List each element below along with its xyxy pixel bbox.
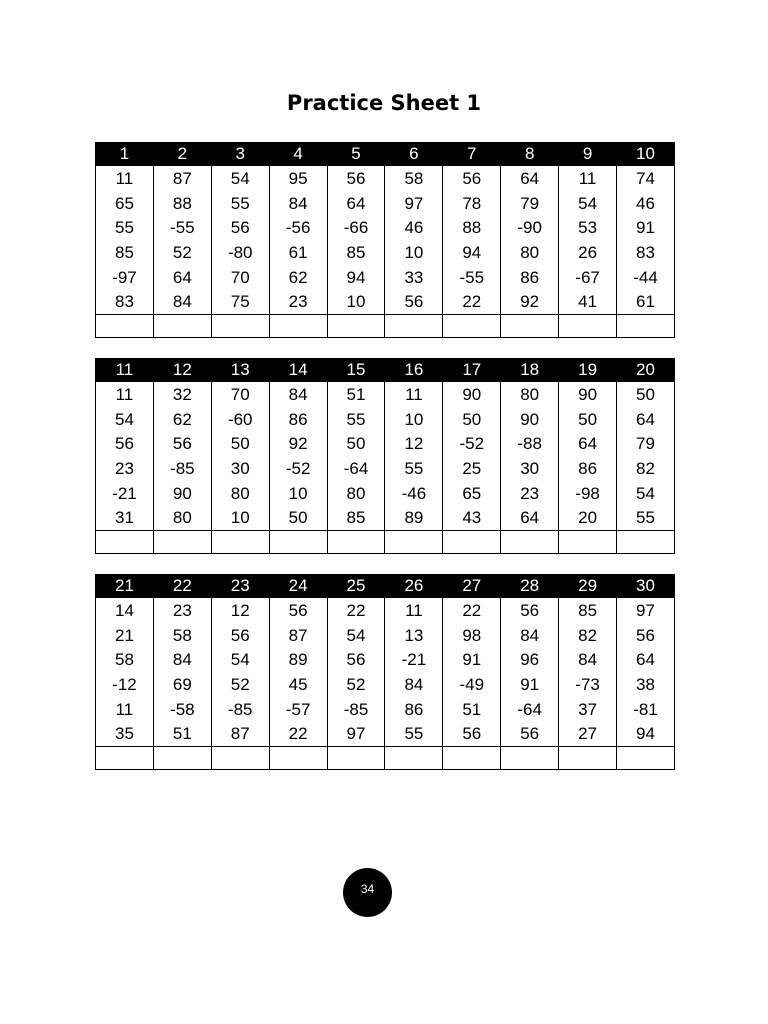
addend-column: [269, 166, 327, 315]
problem-number: 16: [385, 358, 443, 382]
answer-box[interactable]: [211, 747, 269, 770]
addend-value: 56: [636, 625, 655, 645]
answer-box[interactable]: [269, 747, 327, 770]
addend-value: 46: [636, 193, 655, 213]
addend-column: [96, 382, 154, 531]
addend-value: 54: [578, 193, 598, 213]
addend-value: -64: [517, 699, 542, 719]
addend-value: 64: [578, 434, 598, 454]
addend-value: 11: [405, 385, 423, 404]
addend-value: 56: [172, 434, 192, 454]
addend-value: 11: [115, 699, 134, 719]
answer-box[interactable]: [501, 747, 559, 770]
addend-value: 10: [404, 243, 424, 263]
problem-number-row: [96, 358, 675, 382]
addend-value: 84: [520, 625, 540, 645]
addend-value: 86: [288, 409, 308, 429]
addend-value: 10: [230, 508, 250, 528]
addend-value: 26: [578, 243, 598, 263]
addend-value: 25: [462, 459, 482, 479]
addend-value: 58: [404, 169, 424, 188]
addend-value: 12: [404, 434, 424, 454]
addend-value: 55: [404, 459, 424, 479]
problem-number: 25: [327, 574, 385, 598]
addend-column: [559, 382, 617, 531]
addend-value: 90: [462, 385, 482, 404]
addend-value: 56: [346, 169, 366, 188]
addend-value: 62: [288, 267, 308, 287]
addend-value: 50: [578, 409, 598, 429]
addend-value: -98: [575, 483, 600, 503]
problem-block-2: [95, 358, 675, 554]
addend-value: 56: [230, 218, 250, 238]
addend-value: 52: [230, 675, 250, 695]
addend-value: 55: [636, 508, 655, 528]
addend-value: -56: [285, 218, 311, 238]
addend-value: 50: [346, 434, 366, 454]
addend-value: 52: [172, 243, 192, 263]
addend-value: 31: [114, 508, 134, 528]
addend-value: 23: [114, 459, 134, 479]
addend-column: [327, 598, 385, 747]
answer-box[interactable]: [617, 747, 675, 770]
addend-value: 80: [346, 483, 366, 503]
addend-column: [153, 166, 211, 315]
addend-value: -21: [401, 650, 427, 670]
addend-value: 11: [578, 169, 597, 188]
addend-value: 86: [520, 267, 540, 287]
problem-block-1: [95, 142, 675, 338]
problem-number: 17: [443, 358, 501, 382]
addend-value: 30: [230, 459, 250, 479]
addend-value: 75: [230, 292, 250, 312]
problem-number: 29: [559, 574, 617, 598]
addend-column: [443, 382, 501, 531]
addend-value: 94: [636, 724, 655, 744]
addend-value: -52: [459, 434, 485, 454]
addend-column: [443, 166, 501, 315]
addend-value: 50: [230, 434, 250, 454]
addend-value: 62: [172, 409, 192, 429]
answer-box[interactable]: [211, 315, 269, 338]
problem-number: 15: [327, 358, 385, 382]
addend-value: 41: [578, 292, 598, 312]
addend-value: 88: [172, 193, 192, 213]
addend-value: 84: [404, 675, 424, 695]
answer-row: [96, 531, 675, 554]
answer-box[interactable]: [443, 747, 501, 770]
addend-column: [96, 166, 154, 315]
addend-value: 88: [462, 218, 482, 238]
addend-value: 80: [520, 385, 540, 404]
problem-table: [95, 358, 675, 554]
addend-value: 58: [114, 650, 134, 670]
addend-value: 20: [578, 508, 598, 528]
addend-value: 65: [114, 193, 134, 213]
addend-column: [211, 166, 269, 315]
addend-value: 51: [172, 724, 192, 744]
addend-value: 54: [230, 169, 250, 188]
addend-value: 22: [346, 601, 366, 620]
addend-column: [617, 166, 675, 315]
problem-number: 26: [385, 574, 443, 598]
addend-value: 38: [636, 675, 655, 695]
addend-value: -66: [343, 218, 369, 238]
addend-value: 78: [462, 193, 482, 213]
addend-value: 21: [114, 625, 134, 645]
addend-value: 56: [520, 724, 540, 744]
addend-value: -64: [343, 459, 369, 479]
addend-value: 92: [520, 292, 540, 312]
addend-value: 11: [115, 169, 134, 188]
addend-value: 51: [462, 699, 482, 719]
addend-column: [501, 598, 559, 747]
problem-number: 24: [269, 574, 327, 598]
addend-value: 84: [172, 650, 192, 670]
addend-value: 97: [404, 193, 424, 213]
addends-row: [96, 382, 675, 531]
addend-column: [327, 382, 385, 531]
addend-value: 83: [636, 243, 655, 263]
answer-box[interactable]: [211, 531, 269, 554]
problem-number: 23: [211, 574, 269, 598]
addend-value: 79: [520, 193, 540, 213]
problem-number: 19: [559, 358, 617, 382]
addend-value: 64: [346, 193, 366, 213]
problem-number-row: [96, 574, 675, 598]
addend-value: 84: [578, 650, 598, 670]
page-title: Practice Sheet 1: [286, 91, 482, 115]
problem-number-row: [96, 142, 675, 166]
answer-box[interactable]: [269, 315, 327, 338]
addends-row: [96, 598, 675, 747]
answer-row: [96, 747, 675, 770]
addend-value: 54: [346, 625, 366, 645]
addend-value: 55: [404, 724, 424, 744]
addend-value: -88: [517, 434, 542, 454]
addend-value: -46: [401, 483, 427, 503]
addend-value: 85: [114, 243, 134, 263]
addend-value: 54: [114, 409, 134, 429]
addend-value: -97: [112, 267, 137, 287]
addend-value: 87: [288, 625, 308, 645]
addend-value: 13: [404, 625, 424, 645]
addend-value: 89: [288, 650, 308, 670]
addend-column: [385, 166, 443, 315]
answer-box[interactable]: [443, 531, 501, 554]
answer-box[interactable]: [327, 531, 385, 554]
page-number: 34: [360, 882, 375, 896]
addend-value: 90: [520, 409, 540, 429]
addend-value: 64: [636, 650, 655, 670]
problem-number: 3: [211, 142, 269, 166]
addend-value: 11: [405, 601, 423, 620]
addend-value: 23: [520, 483, 540, 503]
addend-value: 96: [520, 650, 540, 670]
problem-number: 20: [617, 358, 675, 382]
addend-value: 10: [288, 483, 308, 503]
addend-value: 37: [578, 699, 598, 719]
addend-column: [617, 382, 675, 531]
addend-column: [211, 382, 269, 531]
addend-value: 56: [346, 650, 366, 670]
problem-number: 28: [501, 574, 559, 598]
addend-value: 55: [230, 193, 250, 213]
addend-value: 55: [346, 409, 366, 429]
addend-value: 30: [520, 459, 540, 479]
problem-number: 10: [617, 142, 675, 166]
addend-value: 98: [462, 625, 482, 645]
problem-number: 30: [617, 574, 675, 598]
addend-value: 97: [636, 601, 655, 620]
addend-value: 74: [636, 169, 655, 188]
addend-value: 61: [636, 292, 655, 312]
addend-value: -60: [227, 409, 253, 429]
addend-value: 54: [230, 650, 250, 670]
addend-value: 61: [288, 243, 308, 263]
answer-box[interactable]: [617, 531, 675, 554]
problem-number: 4: [269, 142, 327, 166]
addend-value: -80: [227, 243, 253, 263]
addend-value: -12: [112, 675, 137, 695]
answer-box[interactable]: [501, 315, 559, 338]
addend-value: 46: [404, 218, 424, 238]
addend-value: 92: [288, 434, 308, 454]
addend-value: 58: [172, 625, 192, 645]
addend-value: -49: [459, 675, 485, 695]
answer-box[interactable]: [501, 531, 559, 554]
addend-value: 56: [462, 169, 482, 188]
addend-value: -55: [459, 267, 485, 287]
addend-column: [385, 598, 443, 747]
addend-value: 90: [172, 483, 192, 503]
addend-value: 22: [462, 292, 482, 312]
addend-value: 86: [578, 459, 598, 479]
addend-column: [327, 166, 385, 315]
addend-value: -55: [170, 218, 195, 238]
problem-number: 14: [269, 358, 327, 382]
answer-box[interactable]: [559, 315, 617, 338]
addend-value: 22: [288, 724, 308, 744]
problem-table: [95, 142, 675, 338]
problem-table: [95, 574, 675, 770]
addend-value: 22: [462, 601, 482, 620]
addend-value: 56: [288, 601, 308, 620]
addend-value: 94: [462, 243, 482, 263]
problem-number: 13: [211, 358, 269, 382]
addend-value: -52: [285, 459, 311, 479]
addend-value: 50: [462, 409, 482, 429]
problem-number: 6: [385, 142, 443, 166]
addend-column: [269, 598, 327, 747]
problem-number: 18: [501, 358, 559, 382]
problem-block-3: [95, 574, 675, 770]
answer-box[interactable]: [327, 747, 385, 770]
answer-box[interactable]: [385, 315, 443, 338]
addend-value: 80: [520, 243, 540, 263]
problem-number: 9: [559, 142, 617, 166]
addend-value: 10: [404, 409, 424, 429]
addend-value: 87: [230, 724, 250, 744]
problem-number: 5: [327, 142, 385, 166]
addends-row: [96, 166, 675, 315]
answer-box[interactable]: [327, 315, 385, 338]
addend-value: 84: [288, 385, 308, 404]
addend-column: [559, 598, 617, 747]
addend-value: 50: [288, 508, 308, 528]
addend-value: 84: [172, 292, 192, 312]
answer-box[interactable]: [617, 315, 675, 338]
addend-value: 64: [520, 508, 540, 528]
addend-value: 64: [172, 267, 192, 287]
addend-value: 23: [172, 601, 192, 620]
addend-value: -44: [633, 267, 658, 287]
answer-box[interactable]: [559, 531, 617, 554]
addend-value: -67: [575, 267, 600, 287]
addend-column: [385, 382, 443, 531]
addend-value: 91: [462, 650, 482, 670]
addend-value: 64: [520, 169, 540, 188]
addend-value: -73: [575, 675, 600, 695]
addend-value: 70: [230, 267, 250, 287]
problem-number: 1: [96, 142, 154, 166]
addend-value: 91: [636, 218, 655, 238]
answer-box[interactable]: [385, 531, 443, 554]
addend-column: [153, 382, 211, 531]
addend-column: [96, 598, 154, 747]
problem-number: 7: [443, 142, 501, 166]
answer-box[interactable]: [96, 315, 154, 338]
addend-value: 70: [230, 385, 250, 404]
addend-value: 79: [636, 434, 655, 454]
addend-column: [501, 382, 559, 531]
addend-value: 56: [230, 625, 250, 645]
problem-number: 11: [96, 358, 154, 382]
addend-value: 95: [288, 169, 308, 188]
answer-box[interactable]: [153, 747, 211, 770]
addend-value: 14: [114, 601, 134, 620]
page-number-clipped-text: [343, 896, 392, 900]
addend-value: 35: [114, 724, 134, 744]
problem-number: 2: [153, 142, 211, 166]
addend-value: 69: [172, 675, 192, 695]
answer-row: [96, 315, 675, 338]
addend-value: -90: [517, 218, 542, 238]
addend-value: 82: [578, 625, 598, 645]
addend-value: 55: [114, 218, 134, 238]
answer-box[interactable]: [269, 531, 327, 554]
addend-value: -58: [170, 699, 195, 719]
addend-value: -85: [343, 699, 369, 719]
addend-value: 80: [230, 483, 250, 503]
problem-number: 22: [153, 574, 211, 598]
addend-value: 45: [288, 675, 308, 695]
addend-value: 91: [520, 675, 540, 695]
addend-value: 23: [288, 292, 308, 312]
addend-value: 64: [636, 409, 655, 429]
addend-column: [559, 166, 617, 315]
addend-value: 12: [230, 601, 250, 620]
problem-number: 12: [153, 358, 211, 382]
addend-value: 84: [288, 193, 308, 213]
addend-value: -85: [227, 699, 253, 719]
answer-box[interactable]: [153, 315, 211, 338]
answer-box[interactable]: [96, 747, 154, 770]
addend-value: 11: [115, 385, 134, 404]
addend-value: 85: [578, 601, 598, 620]
problem-number: 21: [96, 574, 154, 598]
addend-value: 90: [578, 385, 598, 404]
addend-value: 56: [462, 724, 482, 744]
addend-value: -21: [112, 483, 137, 503]
problem-number: 8: [501, 142, 559, 166]
addend-value: 56: [404, 292, 424, 312]
addend-value: 54: [636, 483, 655, 503]
addend-column: [153, 598, 211, 747]
addend-value: -81: [633, 699, 658, 719]
addend-value: -57: [285, 699, 311, 719]
addend-value: 94: [346, 267, 366, 287]
answer-box[interactable]: [96, 531, 154, 554]
addend-value: 10: [346, 292, 366, 312]
answer-box[interactable]: [385, 747, 443, 770]
addend-value: 32: [172, 385, 192, 404]
addend-value: 85: [346, 243, 366, 263]
addend-value: 83: [114, 292, 134, 312]
addend-value: 87: [172, 169, 192, 188]
addend-column: [443, 598, 501, 747]
addend-value: 27: [578, 724, 598, 744]
addend-column: [617, 598, 675, 747]
answer-box[interactable]: [443, 315, 501, 338]
addend-column: [269, 382, 327, 531]
addend-value: -85: [170, 459, 195, 479]
addend-value: 89: [404, 508, 424, 528]
addend-column: [501, 166, 559, 315]
addend-value: 33: [404, 267, 424, 287]
problem-number: 27: [443, 574, 501, 598]
answer-box[interactable]: [153, 531, 211, 554]
answer-box[interactable]: [559, 747, 617, 770]
addend-value: 53: [578, 218, 598, 238]
addend-value: 82: [636, 459, 655, 479]
addend-value: 85: [346, 508, 366, 528]
addend-value: 52: [346, 675, 366, 695]
addend-value: 51: [346, 385, 366, 404]
addend-value: 86: [404, 699, 424, 719]
page-number-badge: [343, 868, 392, 917]
addend-value: 97: [346, 724, 366, 744]
addend-value: 65: [462, 483, 482, 503]
addend-value: 56: [114, 434, 134, 454]
addend-value: 50: [636, 385, 655, 404]
addend-value: 56: [520, 601, 540, 620]
addend-column: [211, 598, 269, 747]
addend-value: 80: [172, 508, 192, 528]
addend-value: 43: [462, 508, 482, 528]
